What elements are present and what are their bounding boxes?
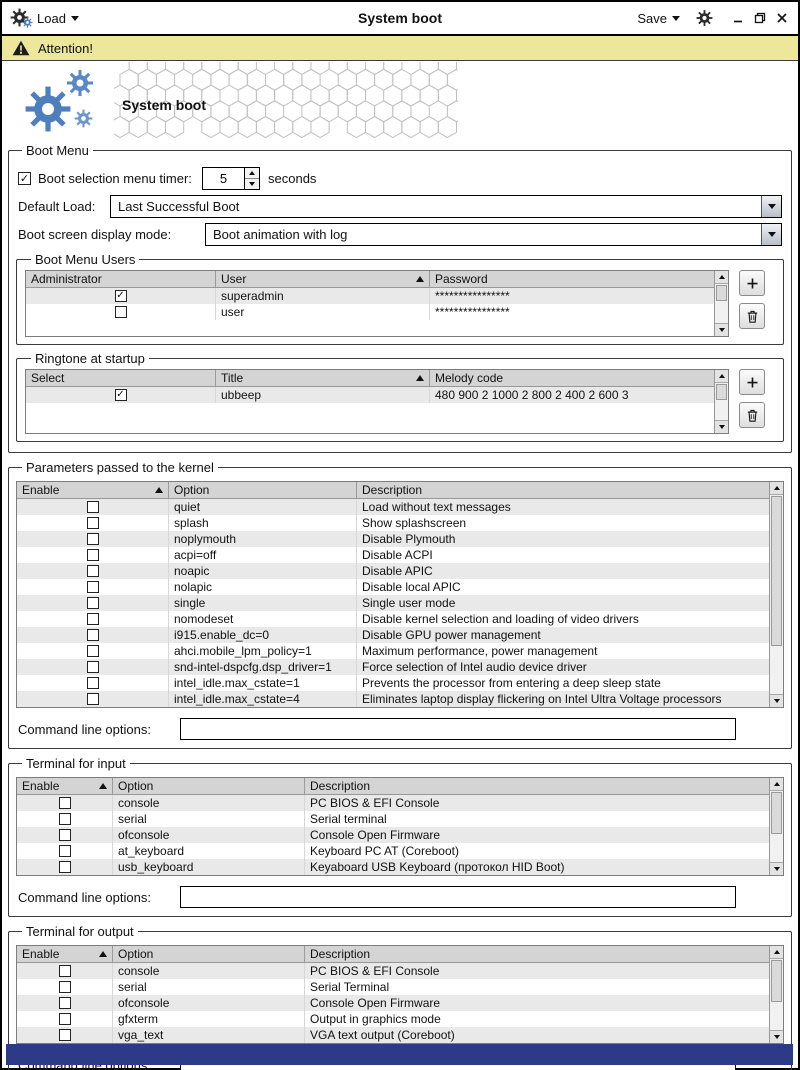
row-checkbox[interactable] [59, 797, 71, 809]
table-cell: usb_keyboard [113, 859, 305, 875]
table-cell: serial [113, 979, 305, 995]
table-cell: serial [113, 811, 305, 827]
table-cell: Eliminates laptop display flickering on Intel Ultra Voltage processors [362, 692, 722, 706]
column-header-enable[interactable]: Enable [17, 482, 169, 498]
timer-row [18, 167, 782, 190]
row-checkbox[interactable] [59, 981, 71, 993]
table-cell: splash [169, 515, 357, 531]
table-header-row [26, 271, 714, 288]
boot-menu-users-legend: Boot Menu Users [35, 252, 136, 267]
row-checkbox[interactable] [59, 997, 71, 1009]
table-row[interactable] [17, 675, 769, 691]
sort-asc-icon [99, 783, 107, 789]
kernel-params-legend: Parameters passed to the kernel [26, 460, 214, 475]
table-cell: Maximum performance, power management [362, 644, 598, 658]
gears-logo [22, 65, 108, 139]
display-mode-label: Boot screen display mode: [18, 227, 172, 242]
table-cell: **************** [435, 289, 510, 303]
table-body [26, 387, 714, 433]
kernel-table-scrollbar[interactable] [769, 482, 783, 707]
table-cell: Keyaboard USB Keyboard (протокол HID Boot) [310, 860, 565, 874]
table-cell-checkbox [17, 979, 113, 995]
table-row[interactable] [17, 1011, 769, 1027]
table-cell-checkbox [17, 531, 169, 547]
table-cell: Console Open Firmware [310, 996, 441, 1010]
terminal-output-table [16, 945, 784, 1044]
table-row[interactable] [17, 843, 769, 859]
table-cell: at_keyboard [113, 843, 305, 859]
column-header-password[interactable]: Password [435, 272, 488, 286]
window-title: System boot [357, 10, 442, 26]
display-mode-value: Boot animation with log [213, 227, 348, 242]
table-cell: single [169, 595, 357, 611]
table-cell: console [113, 795, 305, 811]
row-checkbox[interactable]: ✓ [116, 290, 125, 301]
table-cell: Force selection of Intel audio device driver [362, 660, 587, 674]
table-row[interactable] [26, 288, 714, 304]
table-cell-checkbox [17, 995, 113, 1011]
settings-gear-button[interactable] [696, 10, 713, 27]
timer-value-input[interactable] [203, 168, 244, 189]
table-row[interactable] [17, 595, 769, 611]
default-load-select[interactable] [110, 195, 782, 218]
users-table-scrollbar[interactable] [714, 271, 728, 336]
row-checkbox[interactable]: ✓ [116, 389, 125, 400]
table-cell-checkbox [17, 859, 113, 875]
table-cell-checkbox [26, 387, 216, 403]
spinner-up-button[interactable] [245, 168, 259, 179]
terminal-input-cmdline-input[interactable] [180, 886, 736, 908]
table-cell: snd-intel-dspcfg.dsp_driver=1 [169, 659, 357, 675]
timer-spinner [202, 167, 260, 190]
table-row[interactable] [17, 515, 769, 531]
table-cell: noplymouth [169, 531, 357, 547]
table-row[interactable] [17, 1027, 769, 1043]
column-header-option[interactable]: Option [113, 946, 305, 962]
table-row[interactable] [17, 627, 769, 643]
row-checkbox[interactable] [59, 965, 71, 977]
row-checkbox[interactable] [87, 517, 99, 529]
ringtone-section [16, 351, 784, 442]
terminal-input-scrollbar[interactable] [769, 778, 783, 875]
table-cell: Disable local APIC [362, 580, 461, 594]
column-header-select[interactable]: Select [26, 370, 216, 386]
terminal-output-legend: Terminal for output [26, 924, 134, 939]
scroll-down-button[interactable] [715, 420, 728, 433]
table-row[interactable] [17, 827, 769, 843]
terminal-output-scrollbar[interactable] [769, 946, 783, 1043]
row-checkbox[interactable] [87, 565, 99, 577]
table-cell: intel_idle.max_cstate=1 [169, 675, 357, 691]
timer-unit-label: seconds [268, 171, 317, 186]
table-row[interactable] [17, 979, 769, 995]
table-cell-checkbox [17, 627, 169, 643]
table-cell-checkbox [17, 659, 169, 675]
row-checkbox[interactable] [87, 613, 99, 625]
table-cell-checkbox [17, 643, 169, 659]
table-cell: 480 900 2 1000 2 800 2 400 2 600 3 [435, 388, 629, 402]
row-checkbox[interactable] [87, 533, 99, 545]
table-cell-checkbox [17, 827, 113, 843]
terminal-input-section [8, 756, 792, 917]
table-cell: ahci.mobile_lpm_policy=1 [169, 643, 357, 659]
table-cell-checkbox [26, 288, 216, 304]
table-cell: vga_text [113, 1027, 305, 1043]
table-cell-checkbox [17, 579, 169, 595]
column-header-title[interactable]: Title [216, 370, 430, 386]
table-cell: PC BIOS & EFI Console [310, 796, 440, 810]
page-title: System boot [122, 97, 207, 113]
kernel-cmdline-input[interactable] [180, 718, 736, 740]
table-cell: i915.enable_dc=0 [169, 627, 357, 643]
table-body [17, 963, 769, 1043]
table-cell: nolapic [169, 579, 357, 595]
minimize-button[interactable] [729, 10, 746, 27]
scroll-up-button[interactable] [770, 778, 783, 791]
table-cell: Prevents the processor from entering a deep sleep state [362, 676, 661, 690]
table-cell: user [216, 304, 430, 320]
delete-user-button[interactable] [739, 303, 765, 329]
row-checkbox[interactable] [87, 597, 99, 609]
boot-menu-legend: Boot Menu [26, 143, 89, 158]
table-cell-checkbox [17, 547, 169, 563]
chevron-down-icon [672, 16, 680, 21]
chevron-down-icon [71, 16, 79, 21]
table-cell: nomodeset [169, 611, 357, 627]
default-load-value: Last Successful Boot [118, 199, 240, 214]
table-row[interactable] [17, 531, 769, 547]
scroll-down-button[interactable] [770, 1030, 783, 1043]
table-cell: Single user mode [362, 596, 456, 610]
table-cell: Show splashscreen [362, 516, 467, 530]
table-header-row [17, 946, 769, 963]
table-cell-checkbox [17, 499, 169, 515]
default-load-row [18, 195, 782, 218]
row-checkbox[interactable] [59, 1029, 71, 1041]
save-menu-label: Save [637, 10, 667, 26]
table-cell-checkbox [17, 595, 169, 611]
scroll-up-button[interactable] [770, 482, 783, 495]
column-header-description[interactable]: Description [362, 483, 423, 497]
title-bar [2, 2, 798, 36]
table-cell: Disable GPU power management [362, 628, 541, 642]
table-row[interactable] [17, 995, 769, 1011]
table-row[interactable] [17, 659, 769, 675]
sort-asc-icon [99, 951, 107, 957]
table-cell: VGA text output (Coreboot) [310, 1028, 455, 1042]
kernel-params-section [8, 460, 792, 749]
table-cell: Serial Terminal [310, 980, 390, 994]
row-checkbox[interactable] [59, 813, 71, 825]
table-cell: noapic [169, 563, 357, 579]
terminal-input-cmdline-label: Command line options: [18, 889, 151, 905]
sort-asc-icon [416, 375, 424, 381]
column-header-enable[interactable]: Enable [17, 778, 113, 794]
table-body [17, 795, 769, 875]
column-header-description[interactable]: Description [310, 947, 371, 961]
table-cell: superadmin [216, 288, 430, 304]
row-checkbox[interactable] [59, 1013, 71, 1025]
table-row[interactable] [26, 387, 714, 403]
column-header-user[interactable]: User [216, 271, 430, 287]
row-checkbox[interactable] [87, 661, 99, 673]
row-checkbox[interactable] [87, 645, 99, 657]
scrollbar-thumb[interactable] [716, 285, 727, 301]
attention-text: Attention! [38, 40, 93, 56]
terminal-input-cmdline-row [18, 886, 782, 908]
table-cell: ofconsole [113, 995, 305, 1011]
table-cell-checkbox [17, 843, 113, 859]
scrollbar-thumb[interactable] [771, 960, 782, 1002]
table-cell: Disable ACPI [362, 548, 433, 562]
table-cell-checkbox [17, 515, 169, 531]
table-cell-checkbox [17, 811, 113, 827]
table-row[interactable] [17, 611, 769, 627]
table-row[interactable] [17, 499, 769, 515]
row-checkbox[interactable] [59, 829, 71, 841]
row-checkbox[interactable] [87, 501, 99, 513]
kernel-params-table [16, 481, 784, 708]
table-cell-checkbox [17, 691, 169, 707]
table-row[interactable] [17, 811, 769, 827]
column-header-melody-code[interactable]: Melody code [435, 371, 504, 385]
table-header-row [17, 482, 769, 499]
scroll-up-button[interactable] [715, 271, 728, 284]
table-cell: Console Open Firmware [310, 828, 441, 842]
table-cell: **************** [435, 305, 510, 319]
scrollbar-thumb[interactable] [771, 496, 782, 646]
table-cell: Disable kernel selection and loading of video drivers [362, 612, 639, 626]
row-checkbox[interactable] [87, 581, 99, 593]
table-cell: Keyboard PC AT (Coreboot) [310, 844, 459, 858]
table-cell-checkbox [17, 675, 169, 691]
table-row[interactable] [26, 304, 714, 320]
save-menu-button[interactable] [633, 9, 684, 28]
column-header-enable[interactable]: Enable [17, 946, 113, 962]
restore-button[interactable] [751, 10, 768, 27]
table-cell-checkbox [17, 1027, 113, 1043]
default-load-label: Default Load: [18, 199, 96, 214]
table-cell: ubbeep [216, 387, 430, 403]
content [2, 140, 798, 1070]
table-cell-checkbox [17, 795, 113, 811]
row-checkbox[interactable] [87, 629, 99, 641]
table-row[interactable] [17, 643, 769, 659]
column-header-option[interactable]: Option [169, 482, 357, 498]
table-cell: Output in graphics mode [310, 1012, 441, 1026]
load-menu-button[interactable] [33, 9, 83, 28]
table-cell: PC BIOS & EFI Console [310, 964, 440, 978]
ringtone-table [25, 369, 729, 434]
terminal-input-table [16, 777, 784, 876]
row-checkbox[interactable] [87, 693, 99, 705]
display-mode-row [18, 223, 782, 246]
table-cell-checkbox [17, 1011, 113, 1027]
boot-menu-section [8, 143, 792, 453]
table-row[interactable] [17, 547, 769, 563]
table-cell: intel_idle.max_cstate=4 [169, 691, 357, 707]
load-menu-label: Load [37, 10, 66, 26]
timer-label: Boot selection menu timer: [38, 171, 192, 186]
column-header-option[interactable]: Option [113, 778, 305, 794]
table-header-row [17, 778, 769, 795]
terminal-input-legend: Terminal for input [26, 756, 126, 771]
kernel-cmdline-label: Command line options: [18, 721, 151, 737]
add-user-button[interactable] [739, 270, 765, 296]
table-cell: Serial terminal [310, 812, 387, 826]
boot-menu-users-section [16, 252, 784, 345]
row-checkbox[interactable] [115, 306, 127, 318]
dropdown-arrow-icon[interactable] [761, 224, 781, 245]
ringtone-legend: Ringtone at startup [35, 351, 145, 366]
table-row[interactable] [17, 563, 769, 579]
display-mode-select[interactable] [205, 223, 782, 246]
warning-icon [12, 39, 30, 57]
table-cell: Disable Plymouth [362, 532, 456, 546]
delete-ringtone-button[interactable] [739, 402, 765, 428]
table-cell: console [113, 963, 305, 979]
attention-bar [2, 36, 798, 61]
row-checkbox[interactable] [59, 845, 71, 857]
table-cell: Load without text messages [362, 500, 511, 514]
ringtone-table-scrollbar[interactable] [714, 370, 728, 433]
close-button[interactable] [773, 10, 790, 27]
table-cell: ofconsole [113, 827, 305, 843]
scroll-down-button[interactable] [715, 323, 728, 336]
app-logo-icon [10, 8, 33, 28]
table-body [17, 499, 769, 707]
table-body [26, 288, 714, 336]
row-checkbox[interactable] [87, 677, 99, 689]
table-row[interactable] [17, 691, 769, 707]
table-cell: Disable APIC [362, 564, 433, 578]
kernel-cmdline-row [18, 718, 782, 740]
scroll-up-button[interactable] [770, 946, 783, 959]
status-bar [6, 1044, 793, 1065]
column-header-administrator[interactable]: Administrator [26, 271, 216, 287]
table-cell: gfxterm [113, 1011, 305, 1027]
scroll-down-button[interactable] [770, 694, 783, 707]
row-checkbox[interactable] [59, 861, 71, 873]
sort-asc-icon [155, 487, 163, 493]
scroll-up-button[interactable] [715, 370, 728, 383]
banner [2, 61, 798, 140]
table-cell: quiet [169, 499, 357, 515]
table-cell-checkbox [17, 563, 169, 579]
scroll-down-button[interactable] [770, 862, 783, 875]
dropdown-arrow-icon[interactable] [761, 196, 781, 217]
table-cell-checkbox [17, 963, 113, 979]
table-cell-checkbox [26, 304, 216, 320]
timer-checkbox[interactable]: ✓ [19, 172, 30, 185]
column-header-description[interactable]: Description [310, 779, 371, 793]
sort-asc-icon [416, 276, 424, 282]
table-row[interactable] [17, 859, 769, 875]
scrollbar-thumb[interactable] [771, 792, 782, 834]
table-header-row [26, 370, 714, 387]
row-checkbox[interactable] [87, 549, 99, 561]
spinner-down-button[interactable] [245, 179, 259, 189]
add-ringtone-button[interactable] [739, 369, 765, 395]
table-row[interactable] [17, 963, 769, 979]
scrollbar-thumb[interactable] [716, 384, 727, 400]
table-row[interactable] [17, 795, 769, 811]
table-cell: acpi=off [169, 547, 357, 563]
boot-menu-users-table [25, 270, 729, 337]
table-cell-checkbox [17, 611, 169, 627]
table-row[interactable] [17, 579, 769, 595]
